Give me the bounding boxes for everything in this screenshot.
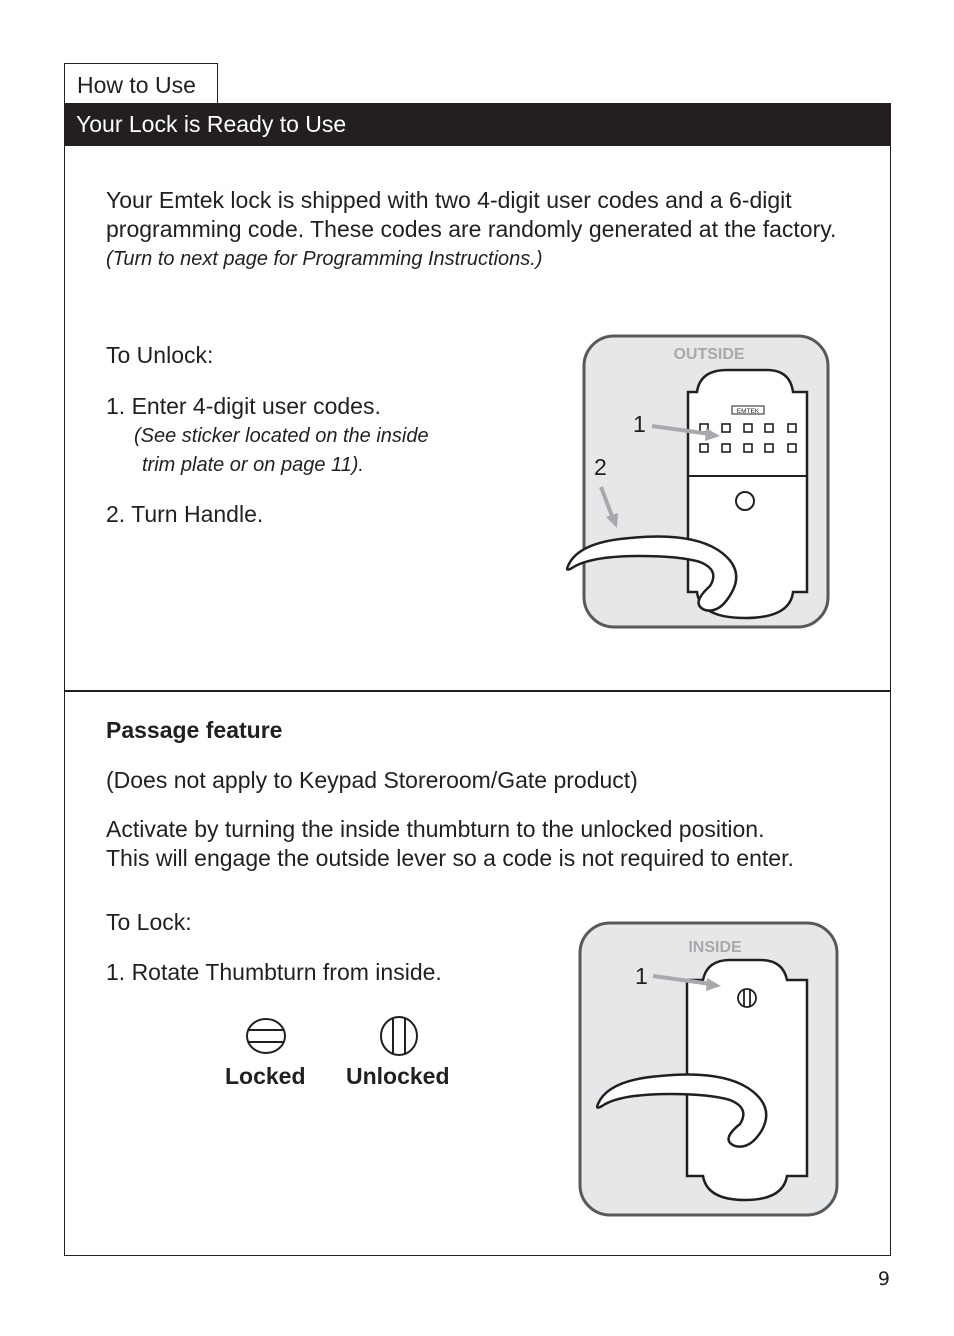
section-divider bbox=[64, 690, 891, 692]
inside-label: INSIDE bbox=[688, 939, 742, 956]
lock-step-1: 1. Rotate Thumbturn from inside. bbox=[106, 959, 442, 985]
unlock-step-2: 2. Turn Handle. bbox=[106, 501, 264, 527]
section-title: Your Lock is Ready to Use bbox=[64, 103, 891, 146]
intro-line-2: programming code. These codes are randomly generated at the factory. bbox=[106, 216, 837, 242]
passage-note: (Does not apply to Keypad Storeroom/Gate product) bbox=[106, 767, 638, 793]
lock-heading: To Lock: bbox=[106, 909, 192, 935]
outside-lock-illustration bbox=[560, 330, 840, 635]
passage-line-2: This will engage the outside lever so a code is not required to enter. bbox=[106, 845, 794, 871]
passage-line-1: Activate by turning the inside thumbturn to the unlocked position. bbox=[106, 816, 765, 842]
thumbturn-unlocked-icon bbox=[379, 1016, 419, 1056]
unlocked-label: Unlocked bbox=[346, 1063, 450, 1089]
keyhole-icon bbox=[736, 492, 754, 510]
unlock-step-1-note-1: (See sticker located on the inside bbox=[134, 425, 429, 447]
callout-2: 2 bbox=[594, 454, 607, 480]
inside-callout-1: 1 bbox=[635, 963, 648, 989]
thumbturn-locked-icon bbox=[245, 1017, 287, 1055]
outside-label: OUTSIDE bbox=[673, 346, 745, 363]
intro-line-1: Your Emtek lock is shipped with two 4-digit user codes and a 6-digit bbox=[106, 187, 792, 213]
section-tab: How to Use bbox=[64, 63, 218, 103]
brand-label: EMTEK bbox=[736, 408, 760, 415]
passage-heading: Passage feature bbox=[106, 717, 283, 743]
unlock-step-1-note-2: trim plate or on page 11). bbox=[142, 454, 364, 476]
page-number: 9 bbox=[877, 1268, 890, 1290]
locked-label: Locked bbox=[225, 1063, 306, 1089]
inside-lock-illustration bbox=[575, 918, 845, 1223]
unlock-heading: To Unlock: bbox=[106, 342, 214, 368]
intro-note: (Turn to next page for Programming Instructions.) bbox=[106, 248, 543, 270]
inside-thumbturn-icon bbox=[738, 989, 756, 1007]
callout-1: 1 bbox=[633, 411, 646, 437]
unlock-step-1: 1. Enter 4-digit user codes. bbox=[106, 393, 381, 419]
